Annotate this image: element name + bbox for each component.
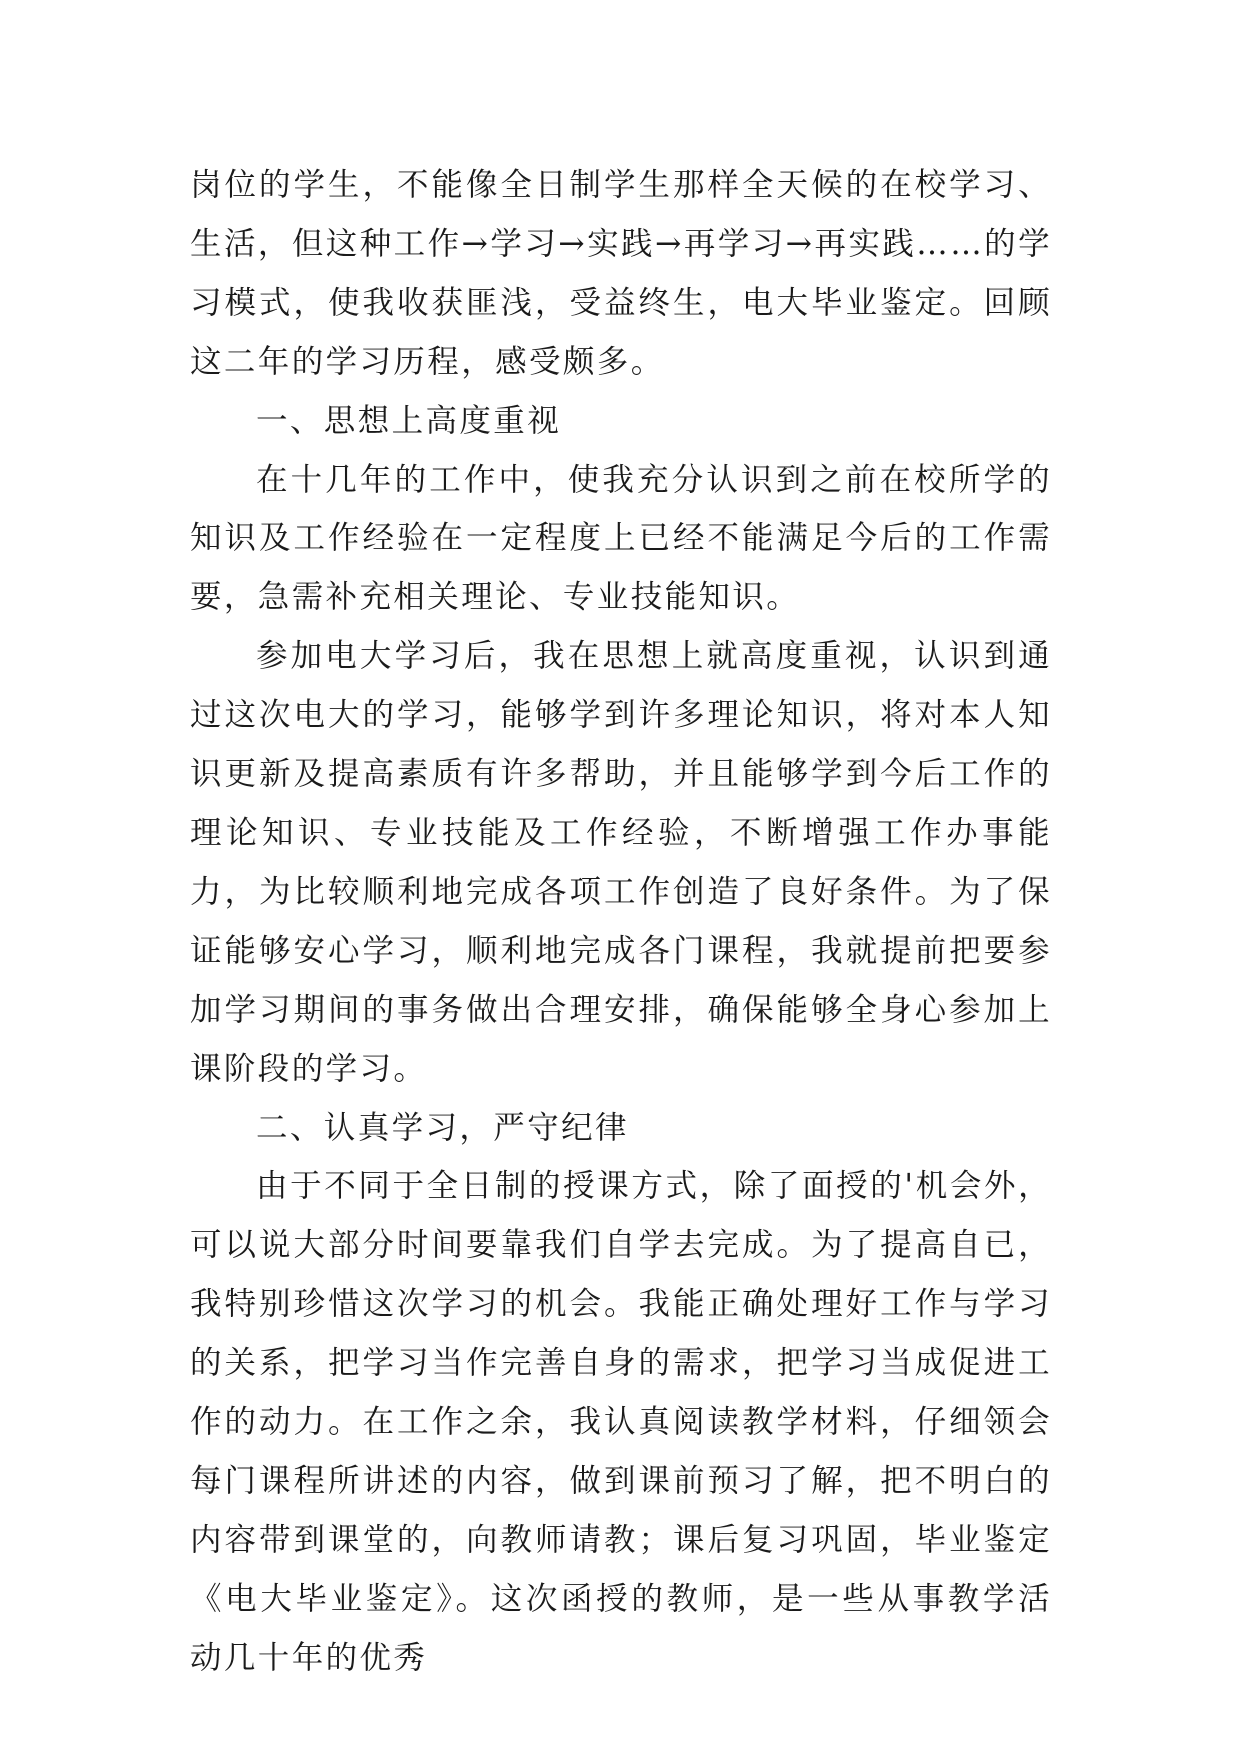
paragraph-3: 参加电大学习后，我在思想上就高度重视，认识到通过这次电大的学习，能够学到许多理论知识，将对本人知识更新及提高素质有许多帮助，并且能够学到今后工作的理论知识、专业技能及工作经验，不断增强工作办事能力，为比较顺利地完成各项工作创造了良好条件。为了保证能够安心学习，顺利地完成各门课程，我就提前把要参加学习期间的事务做出合理安排，确保能够全身心参加上课阶段的学习。 (190, 638, 1052, 1087)
paragraph-1: 岗位的学生，不能像全日制学生那样全天候的在校学习、生活，但这种工作→学习→实践→再学习→再实践……的学习模式，使我收获匪浅，受益终生，电大毕业鉴定。回顾这二年的学习历程，感受颇多。 (190, 167, 1052, 380)
paragraph-4: 由于不同于全日制的授课方式，除了面授的'机会外，可以说大部分时间要靠我们自学去完成。为了提高自已，我特别珍惜这次学习的机会。我能正确处理好工作与学习的关系，把学习当作完善自身的需求，把学习当成促进工作的动力。在工作之余，我认真阅读教学材料，仔细领会每门课程所讲述的内容，做到课前预习了解，把不明白的内容带到课堂的，向教师请教；课后复习巩固，毕业鉴定《电大毕业鉴定》。这次函授的教师，是一些从事教学活动几十年的优秀 (190, 1168, 1052, 1676)
section-heading-2: 二、认真学习，严守纪律 (256, 1109, 629, 1146)
section-heading-1: 一、思想上高度重视 (256, 402, 562, 439)
document-body (190, 156, 1052, 1688)
paragraph-2: 在十几年的工作中，使我充分认识到之前在校所学的知识及工作经验在一定程度上已经不能满足今后的工作需要，急需补充相关理论、专业技能知识。 (190, 461, 1052, 616)
